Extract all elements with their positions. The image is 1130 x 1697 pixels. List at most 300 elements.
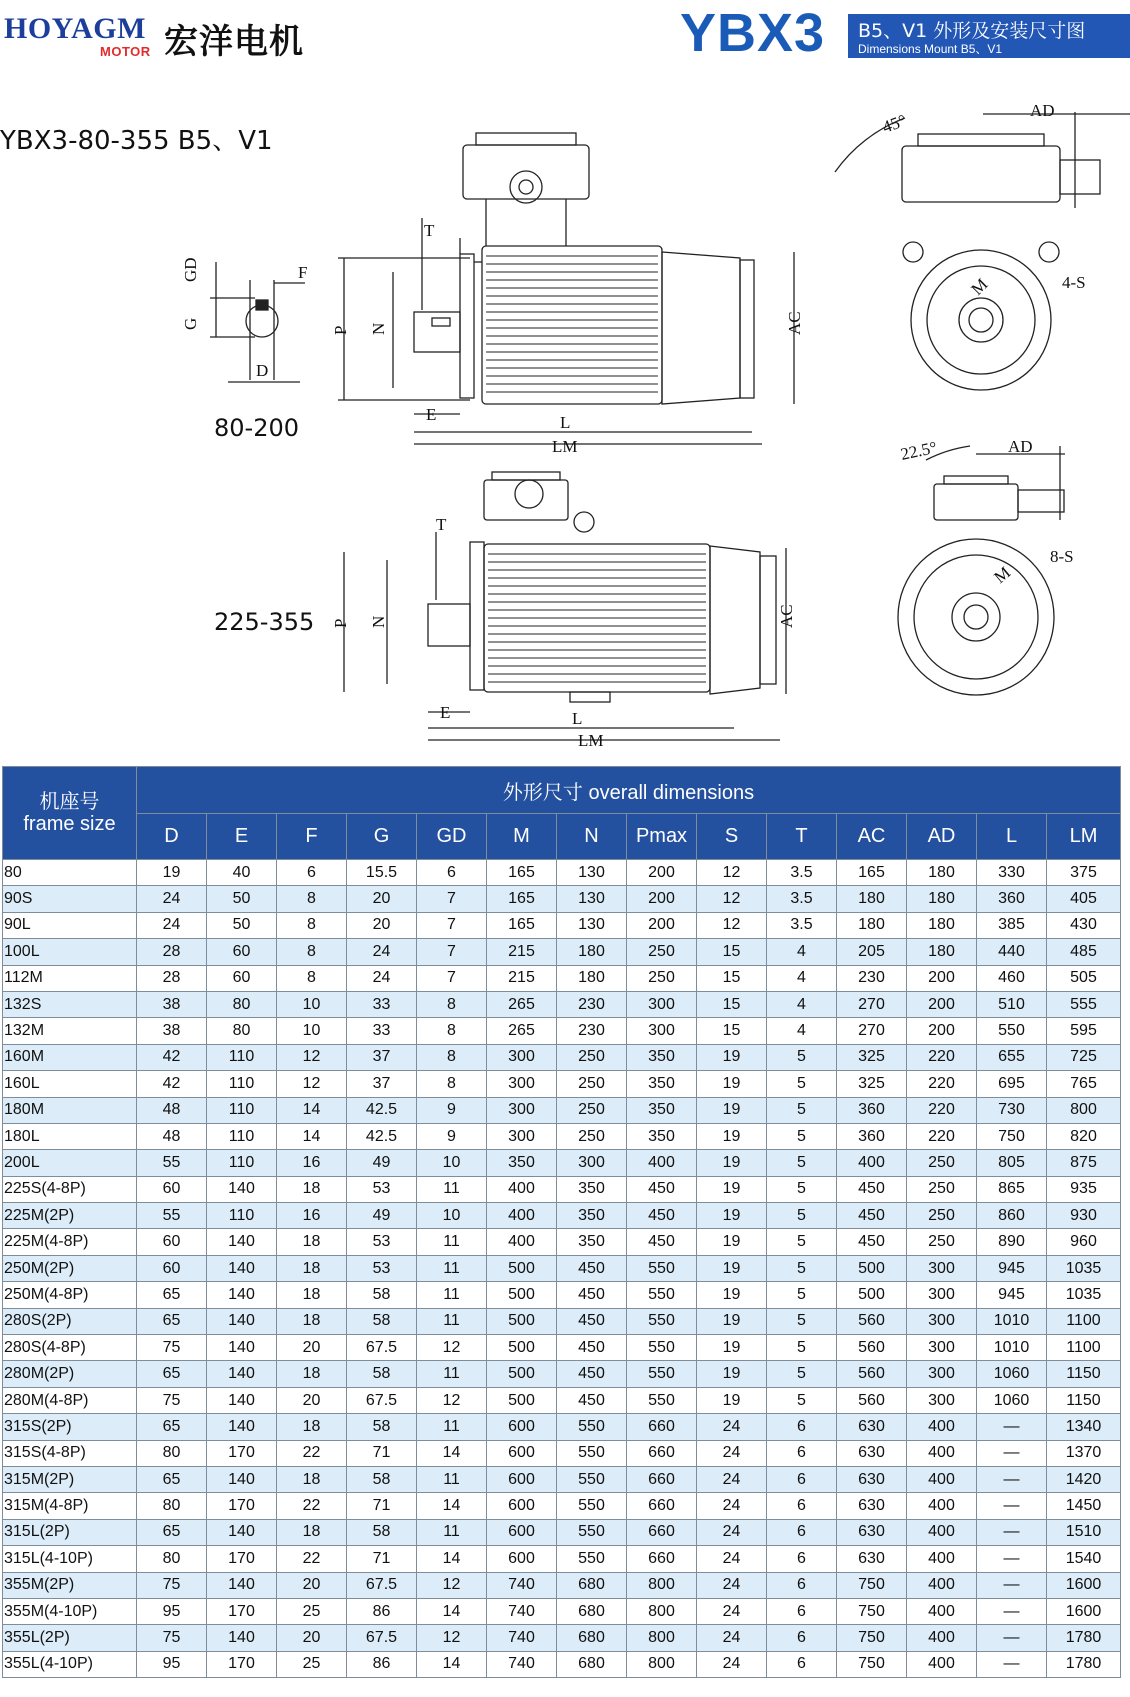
cell-ac: 325 bbox=[837, 1071, 907, 1097]
column-header-pmax: Pmax bbox=[627, 814, 697, 860]
cell-n: 130 bbox=[557, 912, 627, 938]
cell-g: 24 bbox=[347, 965, 417, 991]
cell-ac: 180 bbox=[837, 912, 907, 938]
cell-g: 24 bbox=[347, 939, 417, 965]
cell-g: 71 bbox=[347, 1493, 417, 1519]
cell-ac: 630 bbox=[837, 1493, 907, 1519]
cell-t: 5 bbox=[767, 1229, 837, 1255]
cell-lm: 930 bbox=[1047, 1203, 1121, 1229]
column-header-row bbox=[3, 814, 1121, 860]
cell-n: 450 bbox=[557, 1361, 627, 1387]
cell-lm: 1510 bbox=[1047, 1519, 1121, 1545]
cell-ad: 400 bbox=[907, 1493, 977, 1519]
label-ad-large: AD bbox=[1008, 437, 1033, 456]
cell-ac: 450 bbox=[837, 1229, 907, 1255]
model-subtitle-en: Dimensions Mount B5、V1 bbox=[858, 42, 1003, 56]
cell-d: 60 bbox=[137, 1255, 207, 1281]
cell-f: 12 bbox=[277, 1044, 347, 1070]
cell-g: 58 bbox=[347, 1282, 417, 1308]
cell-lm: 820 bbox=[1047, 1123, 1121, 1149]
cell-t: 6 bbox=[767, 1572, 837, 1598]
cell-d: 65 bbox=[137, 1282, 207, 1308]
cell-gd: 11 bbox=[417, 1282, 487, 1308]
frame-size-cell: 225M(2P) bbox=[3, 1203, 137, 1229]
cell-t: 5 bbox=[767, 1176, 837, 1202]
cell-l: 510 bbox=[977, 991, 1047, 1017]
cell-g: 49 bbox=[347, 1203, 417, 1229]
cell-l: 550 bbox=[977, 1018, 1047, 1044]
cell-lm: 485 bbox=[1047, 939, 1121, 965]
cell-lm: 555 bbox=[1047, 991, 1121, 1017]
cell-e: 140 bbox=[207, 1361, 277, 1387]
cell-s: 19 bbox=[697, 1255, 767, 1281]
cell-d: 65 bbox=[137, 1519, 207, 1545]
cell-n: 550 bbox=[557, 1493, 627, 1519]
cell-f: 18 bbox=[277, 1466, 347, 1492]
cell-n: 550 bbox=[557, 1466, 627, 1492]
cell-pmax: 450 bbox=[627, 1203, 697, 1229]
cell-n: 250 bbox=[557, 1071, 627, 1097]
cell-l: 360 bbox=[977, 886, 1047, 912]
cell-gd: 6 bbox=[417, 860, 487, 886]
cell-s: 19 bbox=[697, 1203, 767, 1229]
cell-m: 300 bbox=[487, 1097, 557, 1123]
column-header-ac: AC bbox=[837, 814, 907, 860]
cell-l: 945 bbox=[977, 1282, 1047, 1308]
frame-size-header-cn: 机座号 bbox=[39, 791, 100, 813]
cell-l: — bbox=[977, 1414, 1047, 1440]
cell-g: 58 bbox=[347, 1414, 417, 1440]
model-subtitle-cn: B5、V1 外形及安装尺寸图 bbox=[858, 20, 1086, 42]
cell-m: 600 bbox=[487, 1440, 557, 1466]
cell-m: 165 bbox=[487, 860, 557, 886]
cell-ac: 750 bbox=[837, 1625, 907, 1651]
cell-ad: 400 bbox=[907, 1466, 977, 1492]
cell-ad: 400 bbox=[907, 1651, 977, 1677]
cell-t: 5 bbox=[767, 1282, 837, 1308]
cell-gd: 11 bbox=[417, 1308, 487, 1334]
cell-s: 24 bbox=[697, 1519, 767, 1545]
cell-e: 140 bbox=[207, 1466, 277, 1492]
cell-l: — bbox=[977, 1519, 1047, 1545]
cell-m: 600 bbox=[487, 1414, 557, 1440]
table-row bbox=[3, 1203, 1121, 1229]
column-header-e: E bbox=[207, 814, 277, 860]
cell-g: 33 bbox=[347, 991, 417, 1017]
cell-t: 4 bbox=[767, 1018, 837, 1044]
cell-t: 5 bbox=[767, 1387, 837, 1413]
cell-e: 140 bbox=[207, 1176, 277, 1202]
cell-g: 67.5 bbox=[347, 1335, 417, 1361]
cell-e: 140 bbox=[207, 1387, 277, 1413]
cell-f: 18 bbox=[277, 1361, 347, 1387]
cell-n: 550 bbox=[557, 1546, 627, 1572]
label-m-large: M bbox=[990, 562, 1015, 588]
cell-ac: 450 bbox=[837, 1203, 907, 1229]
cell-d: 75 bbox=[137, 1572, 207, 1598]
cell-gd: 7 bbox=[417, 912, 487, 938]
column-header-t: T bbox=[767, 814, 837, 860]
label-ac-large: AC bbox=[777, 604, 796, 628]
cell-e: 140 bbox=[207, 1282, 277, 1308]
cell-n: 130 bbox=[557, 860, 627, 886]
cell-lm: 1780 bbox=[1047, 1625, 1121, 1651]
cell-pmax: 200 bbox=[627, 912, 697, 938]
cell-e: 110 bbox=[207, 1044, 277, 1070]
cell-ac: 630 bbox=[837, 1519, 907, 1545]
cell-s: 15 bbox=[697, 1018, 767, 1044]
cell-d: 38 bbox=[137, 1018, 207, 1044]
cell-g: 86 bbox=[347, 1598, 417, 1624]
cell-f: 16 bbox=[277, 1150, 347, 1176]
cell-lm: 595 bbox=[1047, 1018, 1121, 1044]
frame-size-cell: 180M bbox=[3, 1097, 137, 1123]
cell-f: 20 bbox=[277, 1572, 347, 1598]
cell-m: 500 bbox=[487, 1361, 557, 1387]
cell-ac: 560 bbox=[837, 1361, 907, 1387]
cell-f: 8 bbox=[277, 886, 347, 912]
cell-d: 48 bbox=[137, 1097, 207, 1123]
cell-t: 6 bbox=[767, 1625, 837, 1651]
cell-ad: 180 bbox=[907, 912, 977, 938]
table-row bbox=[3, 1546, 1121, 1572]
frame-size-cell: 200L bbox=[3, 1150, 137, 1176]
cell-t: 5 bbox=[767, 1150, 837, 1176]
frame-size-cell: 355M(2P) bbox=[3, 1572, 137, 1598]
cell-d: 95 bbox=[137, 1651, 207, 1677]
frame-size-cell: 355M(4-10P) bbox=[3, 1598, 137, 1624]
cell-t: 5 bbox=[767, 1335, 837, 1361]
table-row bbox=[3, 1387, 1121, 1413]
cell-lm: 1100 bbox=[1047, 1335, 1121, 1361]
cell-lm: 1450 bbox=[1047, 1493, 1121, 1519]
cell-m: 500 bbox=[487, 1335, 557, 1361]
cell-t: 5 bbox=[767, 1123, 837, 1149]
cell-lm: 1340 bbox=[1047, 1414, 1121, 1440]
cell-gd: 12 bbox=[417, 1387, 487, 1413]
cell-lm: 1540 bbox=[1047, 1546, 1121, 1572]
cell-ac: 325 bbox=[837, 1044, 907, 1070]
cell-d: 28 bbox=[137, 939, 207, 965]
cell-e: 60 bbox=[207, 939, 277, 965]
cell-n: 450 bbox=[557, 1308, 627, 1334]
cell-ac: 360 bbox=[837, 1123, 907, 1149]
cell-d: 60 bbox=[137, 1176, 207, 1202]
cell-gd: 11 bbox=[417, 1414, 487, 1440]
range-label-small: 80-200 bbox=[214, 414, 300, 442]
cell-n: 180 bbox=[557, 965, 627, 991]
cell-l: — bbox=[977, 1572, 1047, 1598]
cell-pmax: 660 bbox=[627, 1546, 697, 1572]
cell-e: 50 bbox=[207, 912, 277, 938]
cell-ac: 560 bbox=[837, 1387, 907, 1413]
cell-n: 250 bbox=[557, 1123, 627, 1149]
table-row bbox=[3, 1282, 1121, 1308]
cell-ac: 750 bbox=[837, 1651, 907, 1677]
cell-ac: 560 bbox=[837, 1335, 907, 1361]
cell-pmax: 350 bbox=[627, 1044, 697, 1070]
table-row bbox=[3, 860, 1121, 886]
cell-g: 53 bbox=[347, 1176, 417, 1202]
cell-l: 1010 bbox=[977, 1335, 1047, 1361]
cell-ad: 220 bbox=[907, 1123, 977, 1149]
cell-g: 58 bbox=[347, 1519, 417, 1545]
cell-gd: 8 bbox=[417, 1071, 487, 1097]
cell-n: 350 bbox=[557, 1176, 627, 1202]
cell-ad: 400 bbox=[907, 1598, 977, 1624]
cell-n: 250 bbox=[557, 1044, 627, 1070]
cell-g: 71 bbox=[347, 1546, 417, 1572]
cell-s: 19 bbox=[697, 1150, 767, 1176]
cell-f: 10 bbox=[277, 991, 347, 1017]
cell-g: 15.5 bbox=[347, 860, 417, 886]
cell-s: 12 bbox=[697, 886, 767, 912]
label-lm-small: LM bbox=[552, 437, 578, 456]
frame-size-cell: 80 bbox=[3, 860, 137, 886]
model-title: YBX3 bbox=[680, 3, 826, 63]
cell-d: 65 bbox=[137, 1414, 207, 1440]
cell-g: 37 bbox=[347, 1044, 417, 1070]
cell-ad: 300 bbox=[907, 1308, 977, 1334]
brand-logo-sub: MOTOR bbox=[100, 44, 151, 59]
column-header-g: G bbox=[347, 814, 417, 860]
cell-d: 38 bbox=[137, 991, 207, 1017]
frame-size-cell: 112M bbox=[3, 965, 137, 991]
cell-ac: 630 bbox=[837, 1466, 907, 1492]
cell-gd: 10 bbox=[417, 1150, 487, 1176]
cell-ad: 220 bbox=[907, 1044, 977, 1070]
cell-d: 75 bbox=[137, 1387, 207, 1413]
cell-pmax: 200 bbox=[627, 886, 697, 912]
cell-f: 25 bbox=[277, 1598, 347, 1624]
cell-d: 48 bbox=[137, 1123, 207, 1149]
cell-pmax: 300 bbox=[627, 1018, 697, 1044]
cell-t: 4 bbox=[767, 939, 837, 965]
cell-s: 19 bbox=[697, 1071, 767, 1097]
cell-s: 12 bbox=[697, 912, 767, 938]
cell-l: 1060 bbox=[977, 1387, 1047, 1413]
label-holes-large: 8-S bbox=[1050, 547, 1074, 566]
cell-e: 140 bbox=[207, 1335, 277, 1361]
cell-f: 18 bbox=[277, 1229, 347, 1255]
cell-lm: 935 bbox=[1047, 1176, 1121, 1202]
cell-lm: 875 bbox=[1047, 1150, 1121, 1176]
cell-n: 550 bbox=[557, 1414, 627, 1440]
label-p-large: P bbox=[331, 618, 350, 628]
cell-ad: 220 bbox=[907, 1071, 977, 1097]
cell-pmax: 550 bbox=[627, 1335, 697, 1361]
table-row bbox=[3, 1519, 1121, 1545]
cell-m: 265 bbox=[487, 991, 557, 1017]
cell-t: 4 bbox=[767, 965, 837, 991]
overall-dimensions-header: 外形尺寸 overall dimensions bbox=[137, 767, 1121, 814]
cell-s: 24 bbox=[697, 1546, 767, 1572]
cell-ad: 300 bbox=[907, 1335, 977, 1361]
cell-ad: 180 bbox=[907, 939, 977, 965]
cell-ad: 250 bbox=[907, 1176, 977, 1202]
cell-s: 15 bbox=[697, 939, 767, 965]
cell-t: 6 bbox=[767, 1440, 837, 1466]
cell-pmax: 400 bbox=[627, 1150, 697, 1176]
table-row bbox=[3, 1255, 1121, 1281]
cell-n: 680 bbox=[557, 1598, 627, 1624]
cell-e: 110 bbox=[207, 1097, 277, 1123]
column-header-l: L bbox=[977, 814, 1047, 860]
cell-lm: 765 bbox=[1047, 1071, 1121, 1097]
cell-d: 80 bbox=[137, 1546, 207, 1572]
cell-pmax: 800 bbox=[627, 1651, 697, 1677]
cell-g: 42.5 bbox=[347, 1123, 417, 1149]
front-view-large bbox=[898, 446, 1065, 695]
cell-l: 945 bbox=[977, 1255, 1047, 1281]
cell-pmax: 800 bbox=[627, 1572, 697, 1598]
column-header-d: D bbox=[137, 814, 207, 860]
cell-e: 110 bbox=[207, 1150, 277, 1176]
cell-l: 655 bbox=[977, 1044, 1047, 1070]
cell-n: 450 bbox=[557, 1335, 627, 1361]
frame-size-cell: 225M(4-8P) bbox=[3, 1229, 137, 1255]
frame-size-header-en: frame size bbox=[23, 813, 116, 835]
cell-lm: 1100 bbox=[1047, 1308, 1121, 1334]
cell-t: 5 bbox=[767, 1308, 837, 1334]
cell-lm: 405 bbox=[1047, 886, 1121, 912]
cell-ad: 400 bbox=[907, 1546, 977, 1572]
cell-lm: 1600 bbox=[1047, 1598, 1121, 1624]
table-row bbox=[3, 1625, 1121, 1651]
cell-t: 3.5 bbox=[767, 886, 837, 912]
cell-m: 740 bbox=[487, 1598, 557, 1624]
cell-d: 55 bbox=[137, 1150, 207, 1176]
cell-lm: 1150 bbox=[1047, 1361, 1121, 1387]
cell-pmax: 550 bbox=[627, 1282, 697, 1308]
table-row bbox=[3, 1308, 1121, 1334]
label-g: G bbox=[181, 317, 200, 330]
cell-l: — bbox=[977, 1625, 1047, 1651]
cell-ac: 630 bbox=[837, 1414, 907, 1440]
frame-size-cell: 132S bbox=[3, 991, 137, 1017]
cell-ad: 180 bbox=[907, 886, 977, 912]
frame-size-cell: 225S(4-8P) bbox=[3, 1176, 137, 1202]
cell-pmax: 250 bbox=[627, 939, 697, 965]
frame-size-cell: 315L(2P) bbox=[3, 1519, 137, 1545]
cell-gd: 14 bbox=[417, 1493, 487, 1519]
column-header-f: F bbox=[277, 814, 347, 860]
cell-l: — bbox=[977, 1598, 1047, 1624]
cell-l: 440 bbox=[977, 939, 1047, 965]
cell-n: 450 bbox=[557, 1387, 627, 1413]
cell-f: 14 bbox=[277, 1097, 347, 1123]
cell-l: 730 bbox=[977, 1097, 1047, 1123]
cell-m: 500 bbox=[487, 1387, 557, 1413]
cell-s: 19 bbox=[697, 1335, 767, 1361]
cell-n: 250 bbox=[557, 1097, 627, 1123]
cell-d: 24 bbox=[137, 886, 207, 912]
brand-logo: HOYAGM bbox=[4, 12, 146, 45]
cell-s: 19 bbox=[697, 1097, 767, 1123]
cell-f: 18 bbox=[277, 1176, 347, 1202]
cell-n: 680 bbox=[557, 1572, 627, 1598]
cell-t: 5 bbox=[767, 1255, 837, 1281]
cell-d: 24 bbox=[137, 912, 207, 938]
frame-size-cell: 160M bbox=[3, 1044, 137, 1070]
cell-gd: 7 bbox=[417, 886, 487, 912]
cell-pmax: 660 bbox=[627, 1440, 697, 1466]
cell-ad: 400 bbox=[907, 1440, 977, 1466]
frame-size-cell: 315M(2P) bbox=[3, 1466, 137, 1492]
cell-pmax: 350 bbox=[627, 1071, 697, 1097]
table-row bbox=[3, 1440, 1121, 1466]
cell-lm: 1035 bbox=[1047, 1255, 1121, 1281]
label-ac-small: AC bbox=[785, 311, 804, 335]
cell-s: 24 bbox=[697, 1651, 767, 1677]
table-row bbox=[3, 1414, 1121, 1440]
cell-l: 695 bbox=[977, 1071, 1047, 1097]
cell-f: 8 bbox=[277, 965, 347, 991]
cell-ac: 165 bbox=[837, 860, 907, 886]
frame-size-cell: 355L(4-10P) bbox=[3, 1651, 137, 1677]
cell-e: 140 bbox=[207, 1572, 277, 1598]
cell-m: 600 bbox=[487, 1519, 557, 1545]
column-header-ad: AD bbox=[907, 814, 977, 860]
cell-e: 170 bbox=[207, 1440, 277, 1466]
cell-f: 22 bbox=[277, 1440, 347, 1466]
cell-pmax: 550 bbox=[627, 1387, 697, 1413]
cell-gd: 11 bbox=[417, 1519, 487, 1545]
cell-t: 6 bbox=[767, 1466, 837, 1492]
cell-d: 75 bbox=[137, 1335, 207, 1361]
cell-m: 300 bbox=[487, 1071, 557, 1097]
cell-f: 16 bbox=[277, 1203, 347, 1229]
cell-m: 740 bbox=[487, 1572, 557, 1598]
frame-size-cell: 180L bbox=[3, 1123, 137, 1149]
cell-m: 215 bbox=[487, 965, 557, 991]
cell-lm: 430 bbox=[1047, 912, 1121, 938]
cell-t: 6 bbox=[767, 1493, 837, 1519]
cell-d: 42 bbox=[137, 1071, 207, 1097]
table-row bbox=[3, 1335, 1121, 1361]
brand-name-cn: 宏洋电机 bbox=[164, 22, 304, 62]
cell-ac: 560 bbox=[837, 1308, 907, 1334]
cell-ac: 360 bbox=[837, 1097, 907, 1123]
column-header-s: S bbox=[697, 814, 767, 860]
cell-f: 8 bbox=[277, 912, 347, 938]
cell-f: 18 bbox=[277, 1308, 347, 1334]
cell-l: — bbox=[977, 1466, 1047, 1492]
cell-e: 110 bbox=[207, 1071, 277, 1097]
cell-m: 165 bbox=[487, 912, 557, 938]
cell-l: — bbox=[977, 1493, 1047, 1519]
cell-g: 58 bbox=[347, 1361, 417, 1387]
table-row bbox=[3, 1493, 1121, 1519]
cell-m: 400 bbox=[487, 1229, 557, 1255]
cell-g: 20 bbox=[347, 886, 417, 912]
cell-gd: 11 bbox=[417, 1176, 487, 1202]
cell-d: 55 bbox=[137, 1203, 207, 1229]
cell-pmax: 550 bbox=[627, 1308, 697, 1334]
cell-f: 10 bbox=[277, 1018, 347, 1044]
cell-gd: 12 bbox=[417, 1625, 487, 1651]
cell-l: 890 bbox=[977, 1229, 1047, 1255]
cell-m: 600 bbox=[487, 1466, 557, 1492]
cell-d: 65 bbox=[137, 1308, 207, 1334]
cell-n: 450 bbox=[557, 1282, 627, 1308]
cell-pmax: 660 bbox=[627, 1493, 697, 1519]
cell-e: 80 bbox=[207, 991, 277, 1017]
cell-e: 170 bbox=[207, 1598, 277, 1624]
cell-m: 300 bbox=[487, 1123, 557, 1149]
cell-t: 3.5 bbox=[767, 912, 837, 938]
frame-size-cell: 100L bbox=[3, 939, 137, 965]
